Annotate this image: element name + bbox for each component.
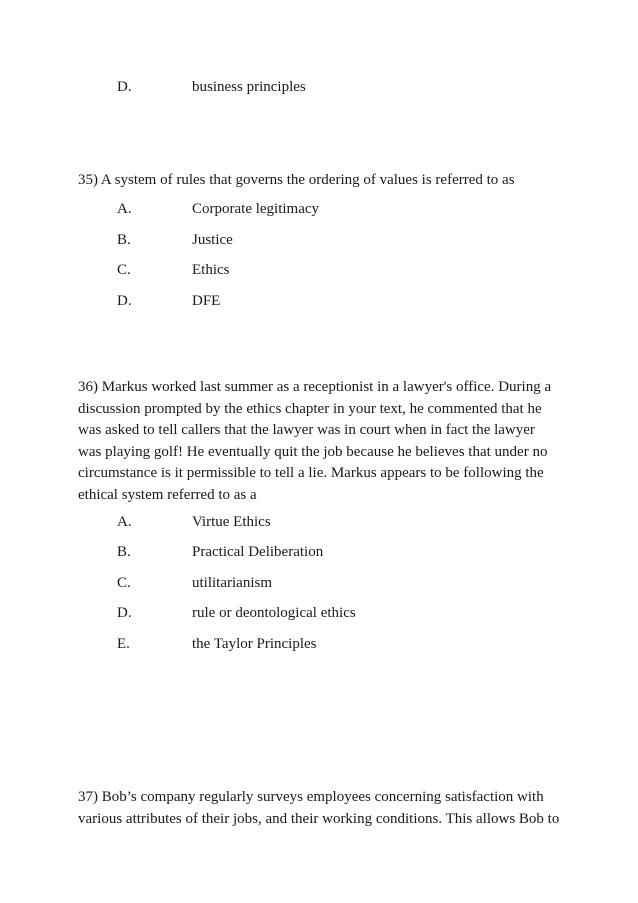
question-text: 35) A system of rules that governs the ordering of values is referred to as: [78, 172, 515, 188]
option-text: DFE: [192, 293, 221, 309]
question-text: ethical system referred to as a: [78, 486, 257, 503]
option-text: utilitarianism: [192, 575, 272, 591]
option-row: [0, 572, 638, 594]
option-letter: A.: [117, 514, 132, 530]
question-text: was asked to tell callers that the lawyer was in court when in fact the lawyer: [78, 422, 535, 439]
option-row: [0, 76, 638, 98]
question-text: was playing golf! He eventually quit the job because he believes that under no: [78, 443, 548, 460]
option-text: rule or deontological ethics: [192, 605, 356, 621]
question-text: discussion prompted by the ethics chapter in your text, he commented that he: [78, 400, 542, 417]
option-text: the Taylor Principles: [192, 636, 317, 652]
question-text: 36) Markus worked last summer as a receptionist in a lawyer's office. During a: [78, 379, 552, 395]
question-text: 37) Bob’s company regularly surveys employees concerning satisfaction with: [78, 789, 544, 805]
option-row: [0, 290, 638, 312]
option-row: [0, 541, 638, 563]
option-letter: D.: [117, 293, 132, 309]
option-row: [0, 602, 638, 624]
option-letter: B.: [117, 232, 131, 248]
option-text: Practical Deliberation: [192, 544, 324, 560]
question-36: [78, 377, 578, 507]
option-letter: C.: [117, 575, 131, 591]
option-row: [0, 198, 638, 220]
option-letter: C.: [117, 262, 131, 278]
option-text: Corporate legitimacy: [192, 201, 320, 217]
option-row: [0, 229, 638, 251]
option-letter: E.: [117, 636, 130, 652]
option-text: Justice: [192, 232, 233, 248]
question-35: [78, 170, 578, 192]
option-letter: D.: [117, 79, 132, 95]
option-row: [0, 633, 638, 655]
option-text: Ethics: [192, 262, 230, 278]
question-text: circumstance is it permissible to tell a lie. Markus appears to be following the: [78, 465, 544, 482]
option-letter: A.: [117, 201, 132, 217]
option-letter: B.: [117, 544, 131, 560]
option-letter: D.: [117, 605, 132, 621]
question-37: [78, 787, 578, 830]
question-text: various attributes of their jobs, and their working conditions. This allows Bob to: [78, 810, 560, 827]
option-text: Virtue Ethics: [192, 514, 271, 530]
option-row: [0, 259, 638, 281]
option-row: [0, 511, 638, 533]
option-text: business principles: [192, 79, 306, 95]
